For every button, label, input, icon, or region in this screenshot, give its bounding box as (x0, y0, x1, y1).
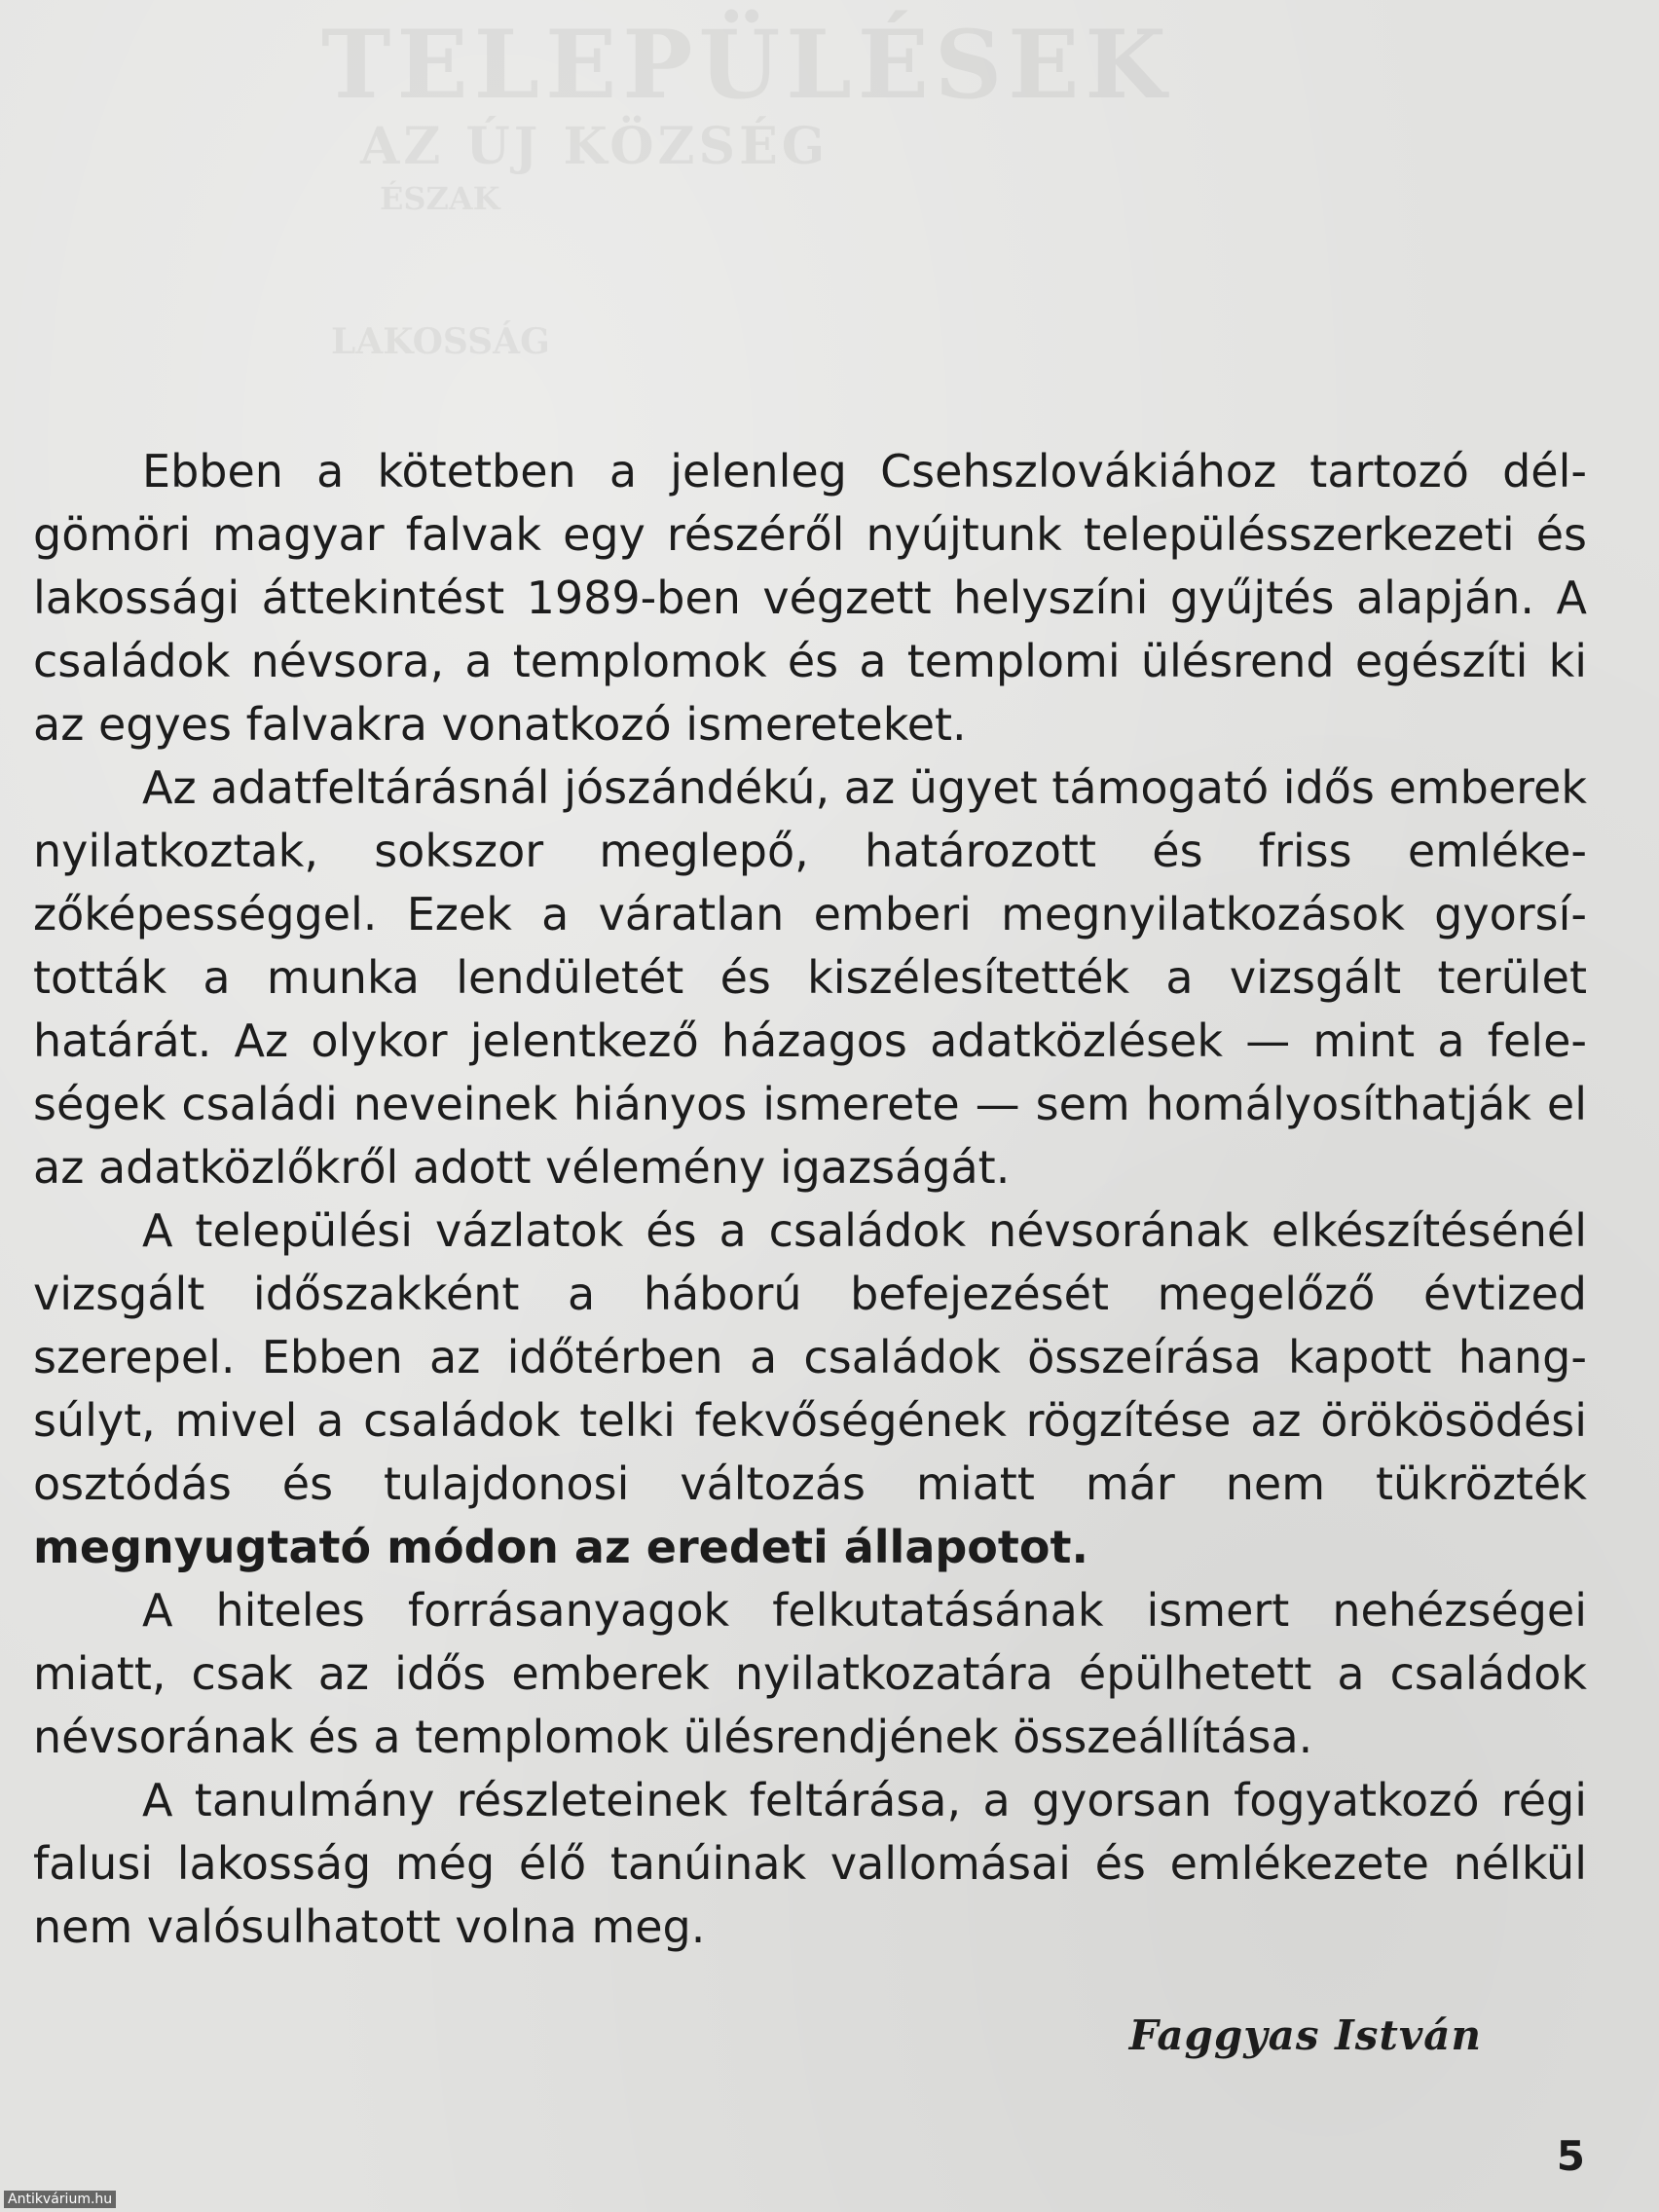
paragraph-4: A hiteles forrásanyagok felkutatásának ismert nehézségei miatt, csak az idős emberek nyilatkozatára épülhetett a családok névsorának és a templomok ülésrendjének összeállítása. (33, 1584, 1587, 1763)
page-number: 5 (1556, 2132, 1585, 2180)
paragraph-3-tail: megnyugtató módon az eredeti állapotot. (33, 1521, 1088, 1573)
paragraph-2: Az adatfeltárásnál jószándékú, az ügyet támogató idős emberek nyilatkoztak, sokszor meglepő, határozott és friss emlékezőképességgel. Ezek a váratlan emberi megnyilatkozások gyorsították a munka lendületét és kiszélesítették a vizsgált terület határát. Az olykor jelentkező házagos adatközlések — mint a feleségek családi neveinek hiányos ismerete — sem homályosíthatják el az adatközlőkről adott vélemény igazságát. (33, 761, 1587, 1194)
site-watermark: Antikvárium.hu (4, 2191, 116, 2208)
paragraph-3 (33, 1199, 1587, 1579)
author-signature: Faggyas István (1128, 2011, 1482, 2059)
preface-text (33, 440, 1587, 1959)
paragraph-3-main: A települési vázlatok és a családok névsorának elkészítésénél vizsgált időszakként a háború befejezését megelőző évtized szerepel. Ebben az időtérben a családok összeírása kapott hangsúlyt, mivel a családok telki fekvőségének rögzítése az örökösödési osztódás és tulajdonosi változás miatt már nem tükrözték (33, 1204, 1587, 1510)
paragraph-5: A tanulmány részleteinek feltárása, a gyorsan fogyatkozó régi falusi lakosság még élő tanúinak vallomásai és emlékezete nélkül nem valósulhatott volna meg. (33, 1774, 1587, 1953)
show-through-bleed: TELEPÜLÉSEK AZ ÚJ KÖZSÉG ÉSZAK LAKOSSÁG (321, 10, 1172, 362)
paragraph-1: Ebben a kötetben a jelenleg Csehszlovákiához tartozó délgömöri magyar falvak egy részéről nyújtunk településszerkezeti és lakossági áttekintést 1989-ben végzett helyszíni gyűjtés alapján. A családok névsora, a templomok és a templomi ülésrend egészíti ki az egyes falvakra vonatkozó ismereteket. (33, 445, 1587, 751)
